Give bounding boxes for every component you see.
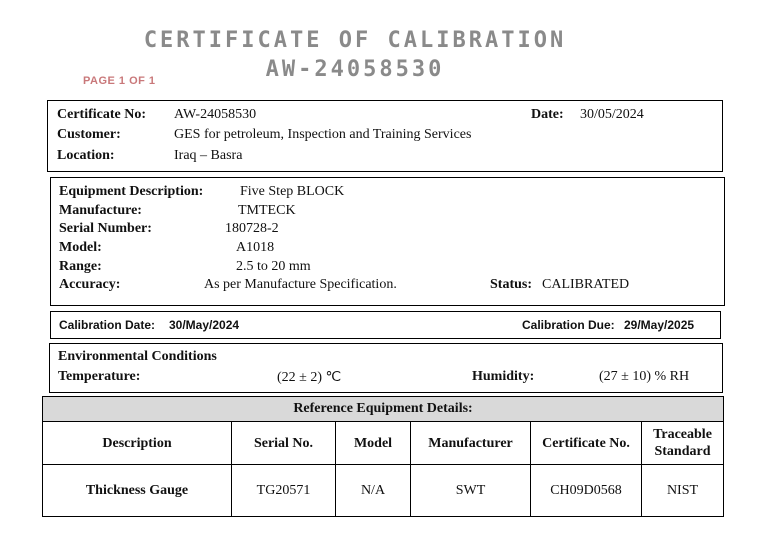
equipment-description-label: Equipment Description: (59, 184, 204, 199)
page-indicator: PAGE 1 OF 1 (83, 75, 156, 87)
range-value: 2.5 to 20 mm (236, 259, 311, 274)
table-row (43, 465, 724, 517)
equipment-description-value: Five Step BLOCK (240, 184, 345, 199)
calibration-date-label: Calibration Date: (59, 318, 156, 332)
model-label: Model: (59, 240, 102, 255)
column-header-description: Description (43, 422, 232, 465)
manufacture-value: TMTECK (238, 203, 296, 218)
status-label: Status: (490, 277, 533, 292)
column-header-model: Model (336, 422, 411, 465)
cell-serial-no: TG20571 (232, 465, 336, 517)
humidity-label: Humidity: (472, 369, 535, 384)
serial-number-value: 180728-2 (225, 221, 279, 236)
cell-certificate-no: CH09D0568 (531, 465, 642, 517)
location-label: Location: (57, 148, 115, 163)
temperature-value: (22 ± 2) ℃ (277, 370, 342, 385)
reference-table-caption: Reference Equipment Details: (43, 397, 724, 422)
reference-equipment-table (42, 396, 724, 517)
calibration-due-value: 29/May/2025 (624, 318, 695, 332)
document-title: CERTIFICATE OF CALIBRATION (143, 28, 567, 53)
temperature-label: Temperature: (58, 369, 141, 384)
column-header-certificate-no: Certificate No. (531, 422, 642, 465)
cell-traceable-standard: NIST (642, 465, 724, 517)
cell-manufacturer: SWT (411, 465, 531, 517)
column-header-serial-no: Serial No. (232, 422, 336, 465)
customer-value: GES for petroleum, Inspection and Training Services (174, 127, 472, 142)
serial-number-label: Serial Number: (59, 221, 152, 236)
column-header-manufacturer: Manufacturer (411, 422, 531, 465)
cell-model: N/A (336, 465, 411, 517)
accuracy-value: As per Manufacture Specification. (204, 277, 397, 292)
certificate-number-label: Certificate No: (57, 107, 147, 122)
location-value: Iraq – Basra (174, 148, 243, 163)
model-value: A1018 (236, 240, 275, 255)
cell-description: Thickness Gauge (43, 465, 232, 517)
humidity-value: (27 ± 10) % RH (599, 369, 690, 384)
accuracy-label: Accuracy: (59, 277, 121, 292)
calibration-due-label: Calibration Due: (522, 318, 615, 332)
manufacture-label: Manufacture: (59, 203, 142, 218)
table-header-row (43, 422, 724, 465)
certificate-number-value: AW-24058530 (174, 107, 257, 122)
date-label: Date: (531, 107, 564, 122)
date-value: 30/05/2024 (580, 107, 644, 122)
customer-label: Customer: (57, 127, 121, 142)
environment-heading: Environmental Conditions (58, 349, 217, 364)
column-header-traceable-standard: Traceable Standard (642, 422, 724, 465)
range-label: Range: (59, 259, 102, 274)
certificate-number-title: AW-24058530 (265, 57, 445, 82)
calibration-date-value: 30/May/2024 (169, 318, 240, 332)
status-value: CALIBRATED (542, 277, 630, 292)
